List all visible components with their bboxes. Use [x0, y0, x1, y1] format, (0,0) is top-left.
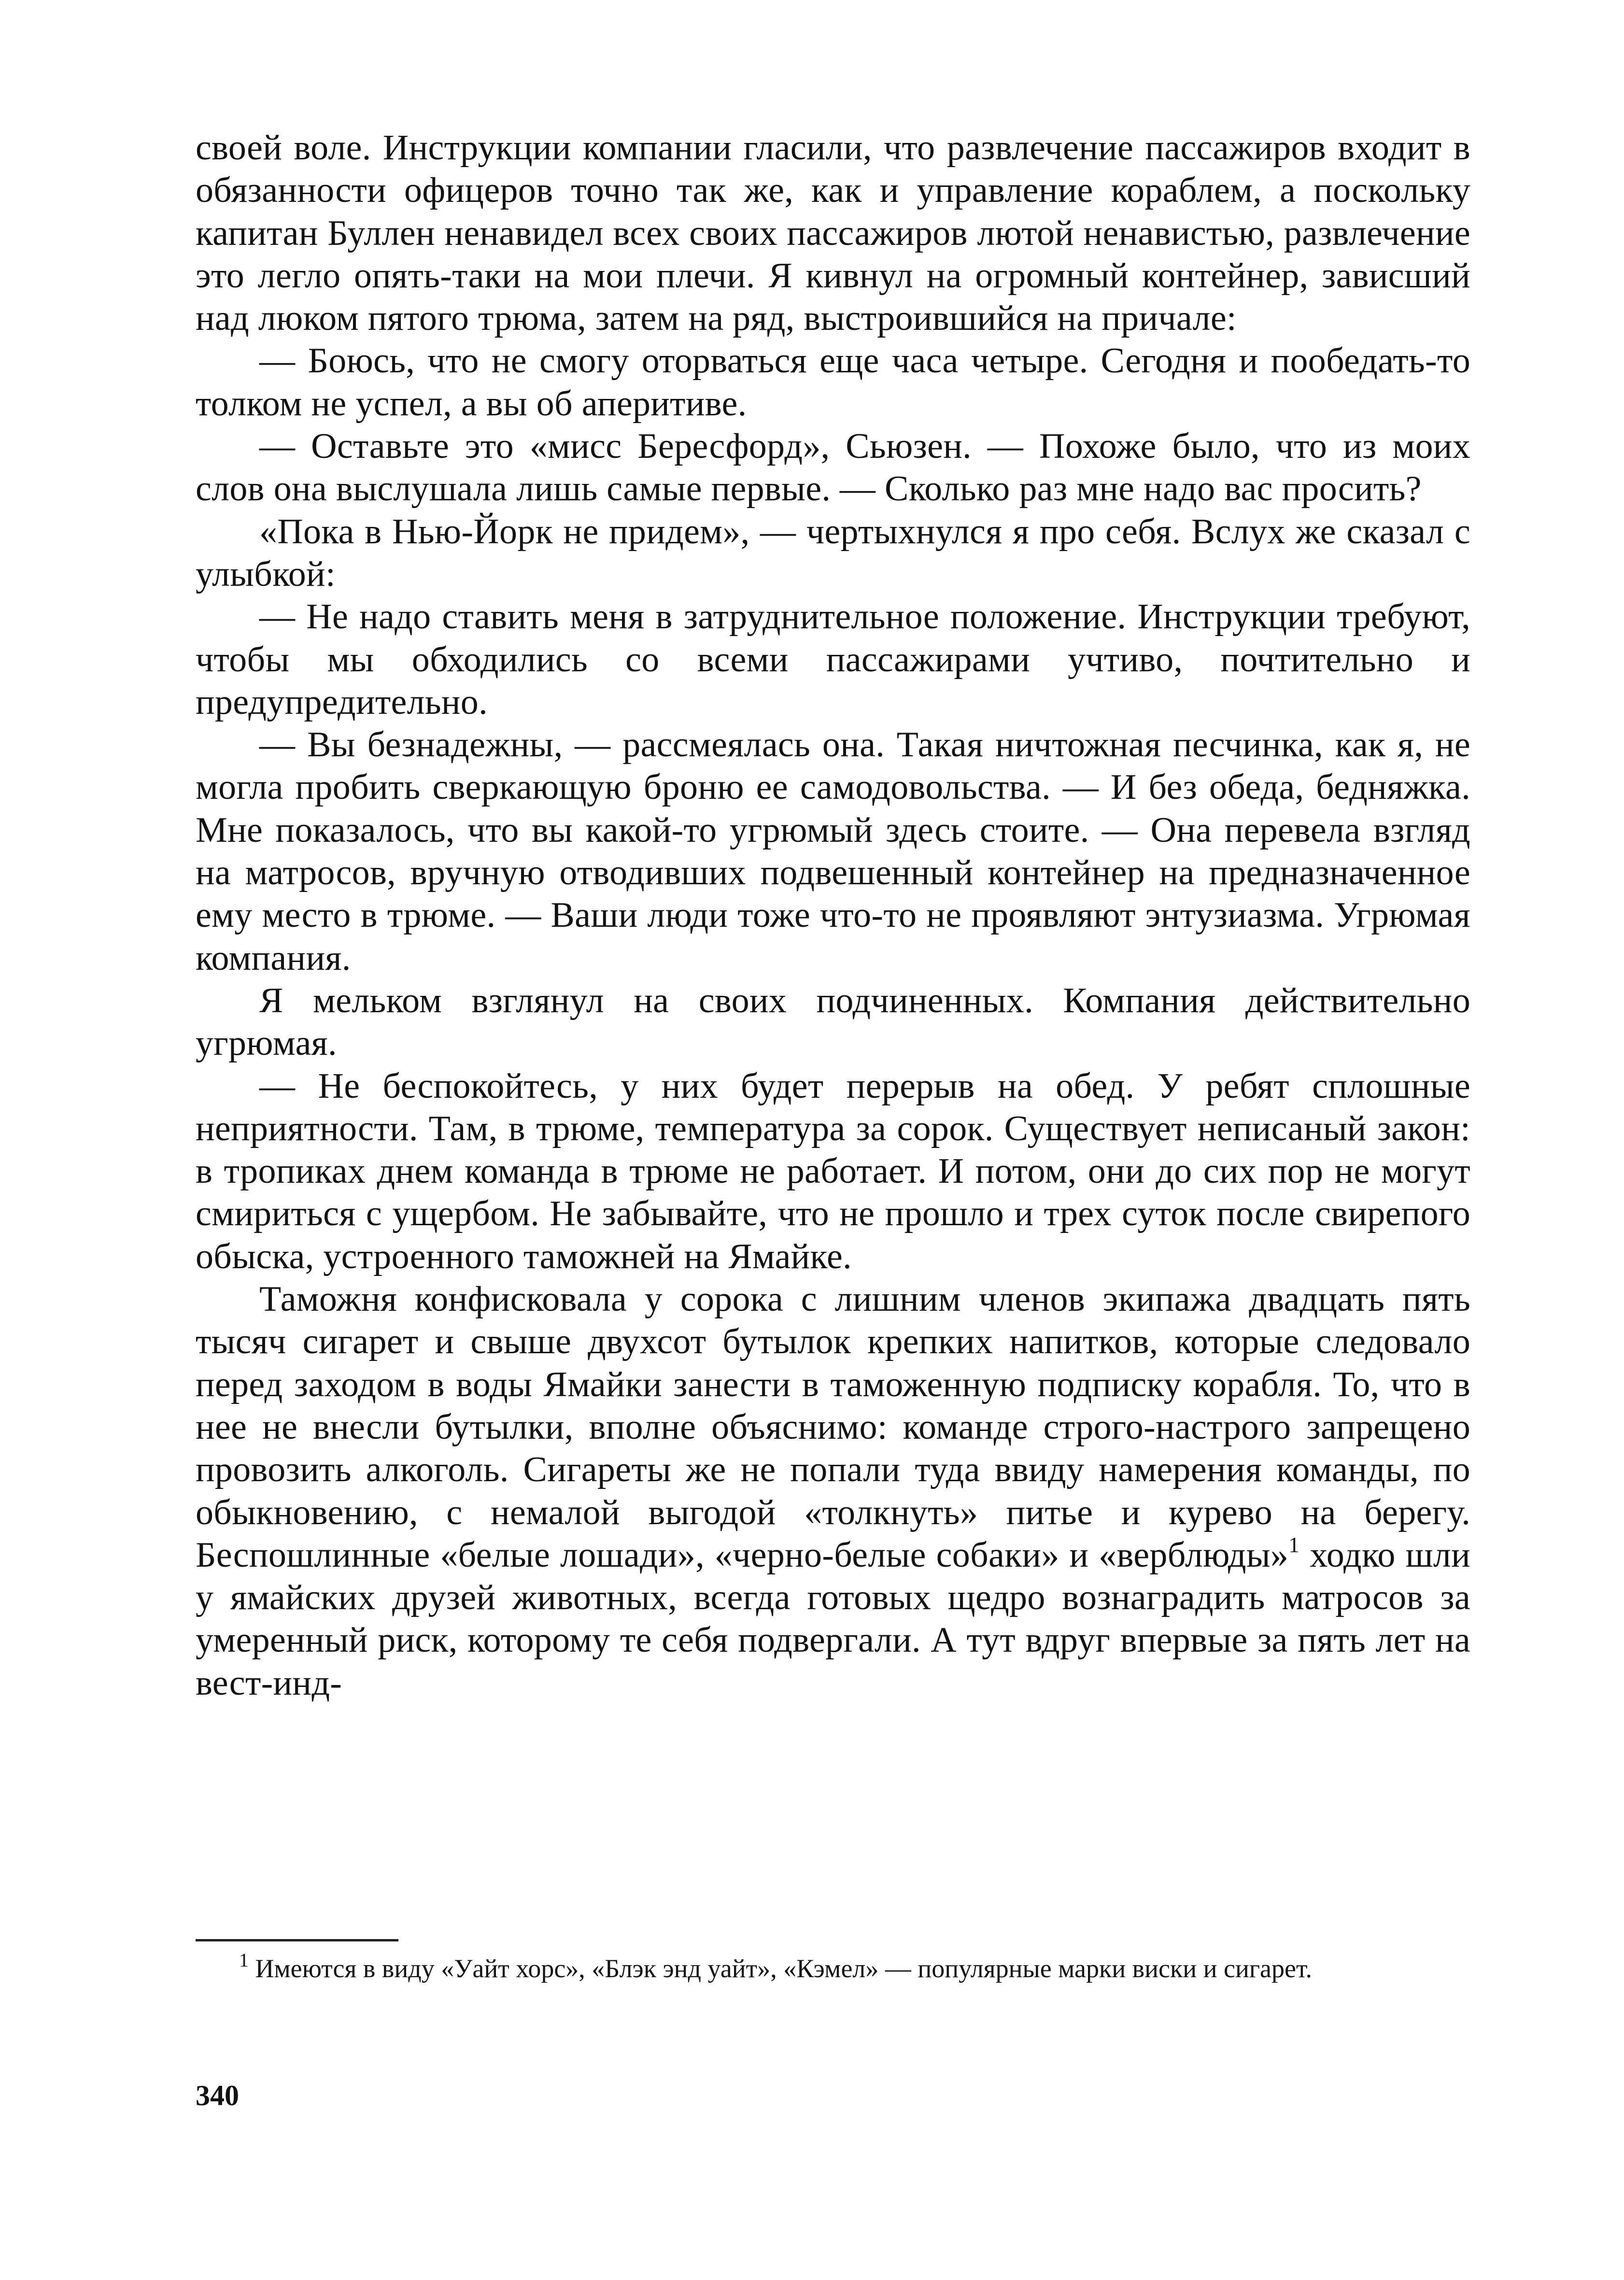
paragraph-1: своей воле. Инструкции компании гласили, что развлечение пассажиров входит в обязанности офицеров точно так же, как и управление кораблем, а поскольку капитан Буллен ненавидел всех своих пассажиров лютой ненавистью, развлечение это легло опять-таки на мои плечи. Я кивнул на огромный контейнер, зависший над люком пятого трюма, затем на ряд, выстроившийся на причале: [196, 128, 1470, 339]
footnote-divider [196, 1939, 398, 1941]
paragraph-9-text-b: ходко шли у ямайских друзей животных, всегда готовых щедро вознаградить матросов за умеренный риск, которому те себя подвергали. А тут вдруг впервые за пять лет на вест-инд- [196, 1535, 1471, 1703]
paragraph-3: — Оставьте это «мисс Бересфорд», Сьюзен. — Похоже было, что из моих слов она выслушала лишь самые первые. — Сколько раз мне надо вас просить? [196, 426, 1470, 509]
footnote [196, 1951, 1470, 1986]
footnote-reference: 1 [1288, 1532, 1300, 1557]
main-text [196, 127, 1470, 1704]
paragraph-2: — Боюсь, что не смогу оторваться еще часа четыре. Сегодня и пообедать-то толком не успел, а вы об аперитиве. [196, 341, 1470, 424]
paragraph-9-text-a: Таможня конфисковала у сорока с лишним членов экипажа двадцать пять тысяч сигарет и свыше двухсот бутылок крепких напитков, которые следовало перед заходом в воды Ямайки занести в таможенную подписку корабля. То, что в нее не внесли бутылки, вполне объяснимо: команде строго-настрого запрещено провозить алкоголь. Сигареты же не попали туда ввиду намерения команды, по обыкновению, с немалой выгодой «толкнуть» питье и курево на берегу. Беспошлинные «белые лошади», «черно-белые собаки» и «верблюды» [196, 1279, 1470, 1575]
page-number: 340 [196, 2080, 239, 2111]
paragraph-9 [196, 1278, 1470, 1704]
paragraph-5: — Не надо ставить меня в затруднительное положение. Инструкции требуют, чтобы мы обходились со всеми пассажирами учтиво, почтительно и предупредительно. [196, 597, 1470, 722]
page-body [196, 127, 1470, 1704]
paragraph-8: — Не беспокойтесь, у них будет перерыв на обед. У ребят сплошные неприятности. Там, в трюме, температура за сорок. Существует неписаный закон: в тропиках днем команда в трюме не работает. И потом, они до сих пор не могут смириться с ущербом. Не забывайте, что не прошло и трех суток после свирепого обыска, устроенного таможней на Ямайке. [196, 1066, 1470, 1276]
footnote-mark: 1 [239, 1949, 249, 1971]
paragraph-4: «Пока в Нью-Йорк не придем», — чертыхнулся я про себя. Вслух же сказал с улыбкой: [196, 511, 1470, 594]
footnote-text: Имеются в виду «Уайт хорс», «Блэк энд уайт», «Кэмел» — популярные марки виски и сигарет. [249, 1954, 1313, 1983]
paragraph-7: Я мельком взглянул на своих подчиненных. Компания действительно угрюмая. [196, 980, 1470, 1063]
paragraph-6: — Вы безнадежны, — рассмеялась она. Такая ничтожная песчинка, как я, не могла пробить сверкающую броню ее самодовольства. — И без обеда, бедняжка. Мне показалось, что вы какой-то угрюмый здесь стоите. — Она перевела взгляд на матросов, вручную отводивших подвешенный контейнер на предназначенное ему место в трюме. — Ваши люди тоже что-то не проявляют энтузиазма. Угрюмая компания. [196, 725, 1470, 978]
